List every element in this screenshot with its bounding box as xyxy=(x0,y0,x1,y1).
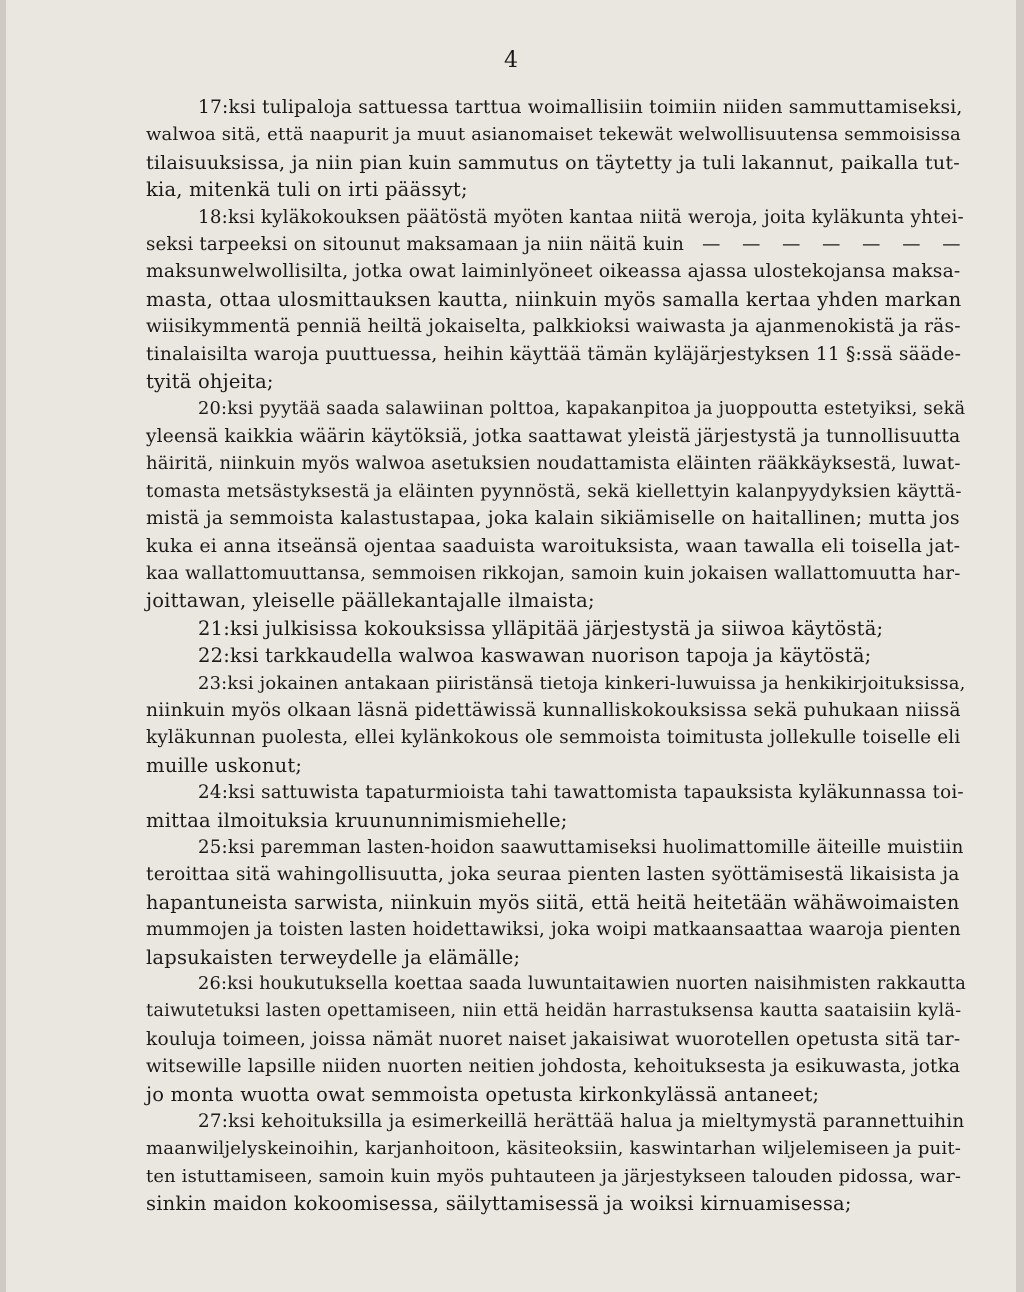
text-line: maanwiljelyskeinoihin, karjanhoitoon, käsiteoksiin, kaswintarhan wiljelemiseen ja puit- xyxy=(146,1138,962,1160)
text-segment: seksi tarpeeksi on sitounut maksamaan ja niin näitä kuin xyxy=(146,234,685,256)
text-line: taiwutetuksi lasten opettamiseen, niin että heidän harrastuksensa kautta saataisiin kylä- xyxy=(146,1001,962,1022)
text-line: 26:ksi houkutuksella koettaa saada luwuntaitawien nuorten naisihmisten rakkautta xyxy=(198,974,967,994)
text-line: teroittaa sitä wahingollisuutta, joka seuraa pienten lasten syöttämisestä likaisista ja xyxy=(146,864,960,886)
text-line: maksunwelwollisilta, jotka owat laiminlyöneet oikeassa ajassa ulostekojansa maksa- xyxy=(146,261,961,283)
paragraph-27 xyxy=(146,1108,965,1218)
paragraph-21 xyxy=(146,615,962,642)
paragraph-20 xyxy=(146,395,966,614)
text-line: kyläkunnan puolesta, ellei kylänkokous ole semmoista toimitusta jollekulle toiselle eli xyxy=(146,727,961,749)
dash-filler: — — — — — — — xyxy=(702,234,969,256)
text-line: 22:ksi tarkkaudella walwoa kaswawan nuorison tapoja ja käytöstä; xyxy=(198,644,872,668)
paragraph-23 xyxy=(146,670,966,780)
text-line: wiisikymmentä penniä heiltä jokaiselta, palkkioksi waiwasta ja ajanmenokistä ja räs- xyxy=(146,316,961,338)
text-line: kia, mitenkä tuli on irti päässyt; xyxy=(146,178,468,202)
paragraph-22 xyxy=(146,642,962,669)
text-line: yleensä kaikkia wäärin käytöksiä, jotka saattawat yleistä järjestystä ja tunnollisuutta xyxy=(146,425,961,447)
text-line: tomasta metsästyksestä ja eläinten pyynnöstä, sekä kiellettyin kalanpyydyksien käyttä- xyxy=(146,480,962,502)
text-line: muille uskonut; xyxy=(146,753,303,777)
text-line: häiritä, niinkuin myös walwoa asetuksien noudattamista eläinten rääkkäyksestä, luwat- xyxy=(146,453,961,475)
paragraph-25 xyxy=(146,834,962,971)
text-line: tyitä ohjeita; xyxy=(146,370,274,394)
text-line: 18:ksi kyläkokouksen päätöstä myöten kantaa niitä weroja, joita kyläkunta yhtei- xyxy=(198,206,964,228)
text-line: kuka ei anna itseänsä ojentaa saaduista waroituksista, waan tawalla eli toisella jat- xyxy=(146,534,961,557)
paragraph-18 xyxy=(146,204,969,396)
text-line: lapsukaisten terweydelle ja elämälle; xyxy=(146,945,521,969)
text-line: joittawan, yleiselle päällekantajalle ilmaista; xyxy=(146,589,595,613)
text-line: 21:ksi julkisissa kokouksissa ylläpitää järjestystä ja siiwoa käytöstä; xyxy=(198,616,884,640)
text-line: 24:ksi sattuwista tapaturmioista tahi tawattomista tapauksista kyläkunnassa toi- xyxy=(198,782,964,804)
text-line: 23:ksi jokainen antakaan piiristänsä tietoja kinkeri-luwuissa ja henkikirjoituksissa, xyxy=(198,672,966,694)
text-line xyxy=(146,231,969,258)
text-line: kouluja toimeen, joissa nämät nuoret naiset jakaisiwat wuorotellen opetusta sitä tar- xyxy=(146,1028,961,1050)
text-line: tilaisuuksissa, ja niin pian kuin sammutus on täytetty ja tuli lakannut, paikalla tut- xyxy=(146,150,960,174)
paragraph-17 xyxy=(146,94,962,204)
text-line: masta, ottaa ulosmittauksen kautta, niinkuin myös samalla kertaa yhden markan xyxy=(146,287,962,311)
text-line: 20:ksi pyytää saada salawiinan polttoa, kapakanpitoa ja juoppoutta estetyiksi, sekä xyxy=(198,398,966,420)
paragraph-24 xyxy=(146,779,962,834)
text-line: sinkin maidon kokoomisessa, säilyttamisessä ja woiksi kirnuamisessa; xyxy=(146,1192,852,1216)
text-line: 27:ksi kehoituksilla ja esimerkeillä herättää halua ja mieltymystä parannettuihin xyxy=(198,1111,965,1133)
text-line: hapantuneista sarwista, niinkuin myös siitä, että heitä heitetään wähäwoimaisten xyxy=(146,890,960,914)
text-line: 17:ksi tulipaloja sattuessa tarttua woimallisiin toimiin niiden sammuttamiseksi, xyxy=(198,97,963,118)
text-line: ten istuttamiseen, samoin kuin myös puhtauteen ja järjestykseen talouden pidossa, war- xyxy=(146,1165,962,1187)
text-line: tinalaisilta waroja puuttuessa, heihin käyttää tämän kyläjärjestyksen 11 §:ssä sääde- xyxy=(146,343,962,365)
page-number: 4 xyxy=(504,48,518,73)
paragraph-26 xyxy=(146,971,967,1108)
text-line: 25:ksi paremman lasten-hoidon saawuttamiseksi huolimattomille äiteille muistiin xyxy=(198,836,964,858)
body-text xyxy=(146,94,969,1218)
text-line: mummojen ja toisten lasten hoidettawiksi, joka woipi matkaansaattaa waaroja pienten xyxy=(146,919,961,941)
text-line: niinkuin myös olkaan läsnä pidettäwissä kunnalliskokouksissa sekä puhukaan niissä xyxy=(146,699,961,721)
text-line: kaa wallattomuuttansa, semmoisen rikkojan, samoin kuin jokaisen wallattomuutta har- xyxy=(146,562,961,584)
text-line: mistä ja semmoista kalastustapaa, joka kalain sikiämiselle on haitallinen; mutta jos xyxy=(146,507,960,530)
text-line: jo monta wuotta owat semmoista opetusta kirkonkylässä antaneet; xyxy=(146,1082,820,1106)
text-line: walwoa sitä, että naapurit ja muut asianomaiset tekewät welwollisuutensa semmoisissa xyxy=(146,124,961,146)
text-line: witsewille lapsille niiden nuorten neitien johdosta, kehoituksesta ja esikuwasta, jotka xyxy=(146,1056,961,1078)
text-line: mittaa ilmoituksia kruununnimismiehelle; xyxy=(146,808,568,832)
